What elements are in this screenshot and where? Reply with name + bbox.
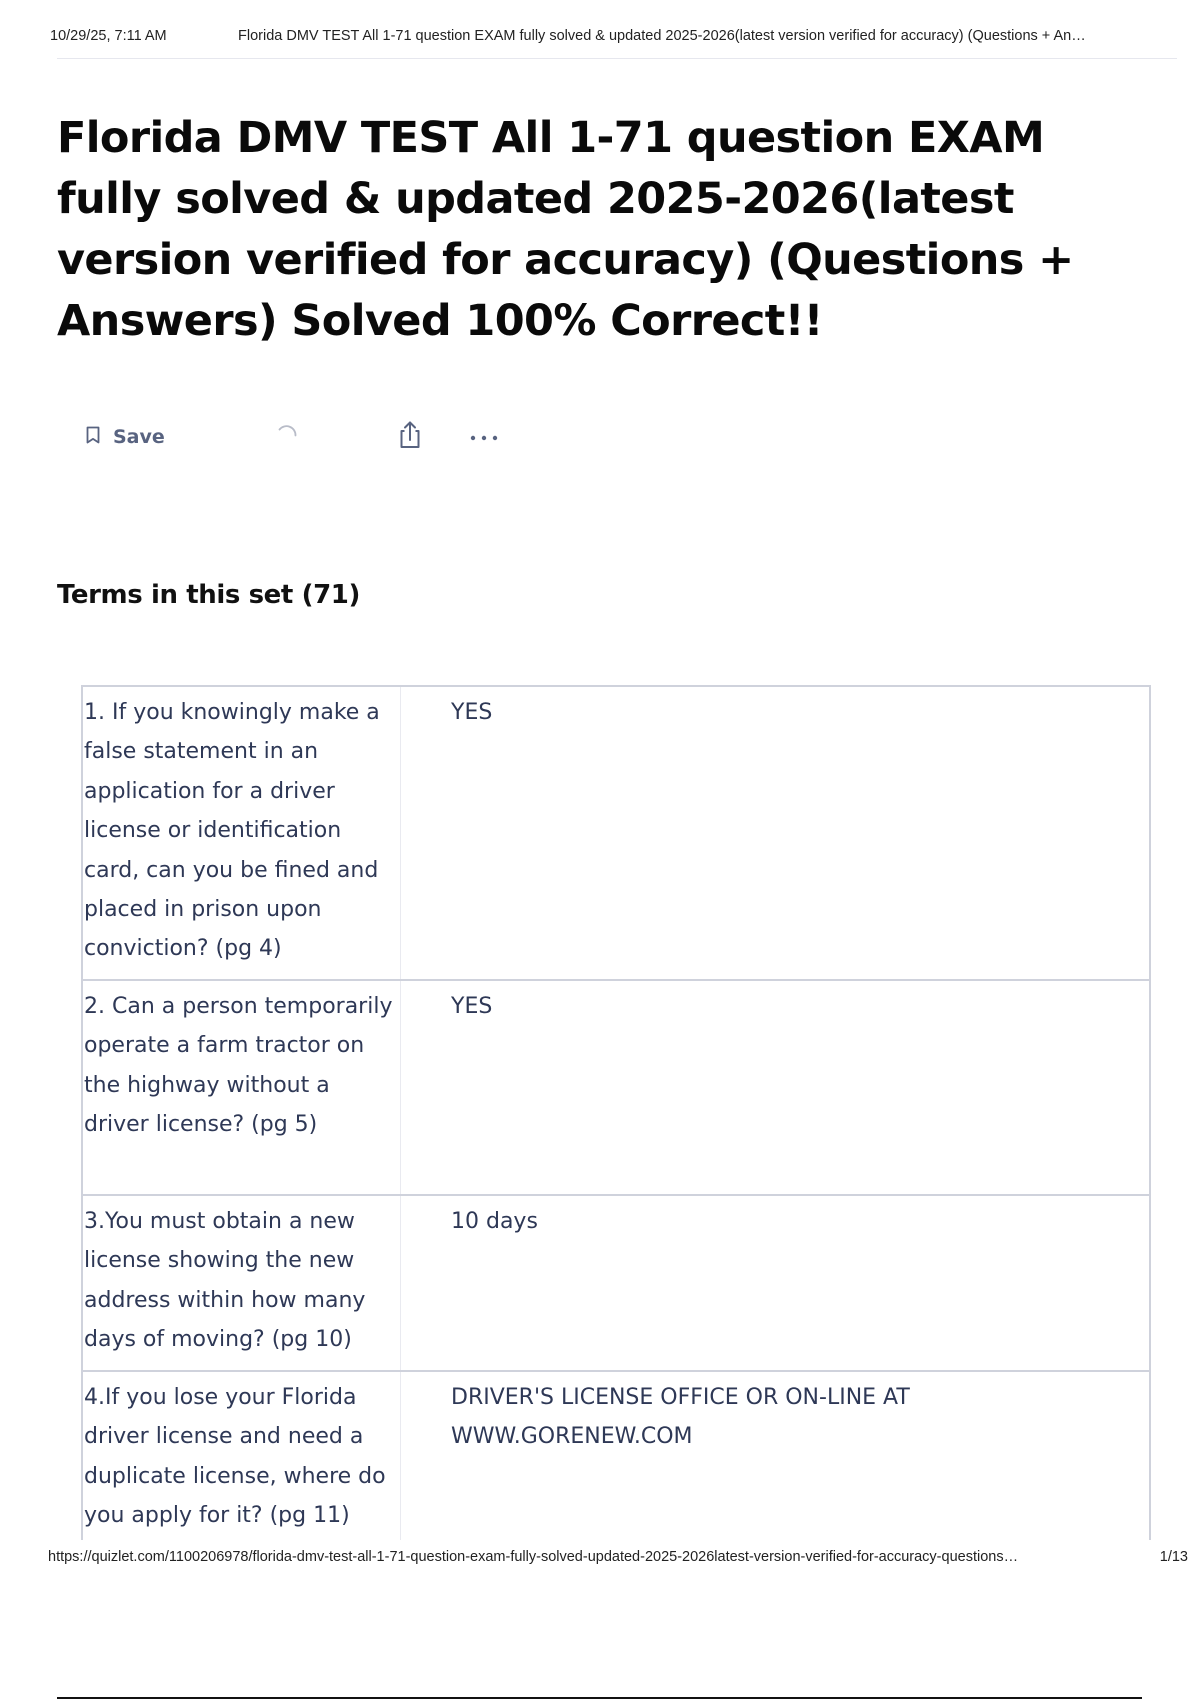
set-toolbar xyxy=(85,420,545,454)
page-bottom-divider xyxy=(57,1697,1142,1699)
term-text: 2. Can a person temporarily operate a farm tractor on the highway without a driver license? (pg 5) xyxy=(83,981,401,1194)
definition-text: YES xyxy=(451,700,493,725)
term-card[interactable] xyxy=(81,979,1151,1194)
share-icon xyxy=(395,419,425,455)
more-options-button[interactable] xyxy=(469,420,499,454)
term-card[interactable] xyxy=(81,685,1151,979)
loading-indicator xyxy=(275,420,301,454)
terms-heading: Terms in this set (71) xyxy=(57,580,360,610)
page-count: 1/13 xyxy=(1159,1549,1188,1565)
share-button[interactable] xyxy=(395,420,425,454)
more-options-icon xyxy=(469,428,499,447)
term-text: 1. If you knowingly make a false statement in an application for a driver license or identification card, can you be fined and placed in prison upon conviction? (pg 4) xyxy=(83,687,401,979)
header-divider xyxy=(57,58,1177,59)
definition-text: 10 days xyxy=(451,1209,538,1234)
print-document-title: Florida DMV TEST All 1-71 question EXAM fully solved & updated 2025-2026(latest version verified for accuracy) (Questions + An… xyxy=(238,28,1086,44)
term-text: 4.If you lose your Florida driver license and need a duplicate license, where do you apply for it? (pg 11) xyxy=(83,1372,401,1540)
print-header xyxy=(50,28,1180,50)
definition-text: DRIVER'S LICENSE OFFICE OR ON-LINE AT WWW.GORENEW.COM xyxy=(451,1385,910,1450)
print-footer xyxy=(48,1549,1188,1571)
term-card[interactable] xyxy=(81,1194,1151,1370)
term-card[interactable] xyxy=(81,1370,1151,1540)
bookmark-icon xyxy=(85,425,101,449)
terms-list xyxy=(81,685,1151,1540)
definition-text: YES xyxy=(451,994,493,1019)
save-label: Save xyxy=(113,426,165,448)
page-url: https://quizlet.com/1100206978/florida-dmv-test-all-1-71-question-exam-fully-solved-updated-2025-2026latest-version-verified-for-accuracy-questions… xyxy=(48,1549,1019,1565)
save-button[interactable] xyxy=(85,420,165,454)
loading-spinner-icon xyxy=(275,422,301,452)
term-text: 3.You must obtain a new license showing the new address within how many days of moving? (pg 10) xyxy=(83,1196,401,1370)
print-datetime: 10/29/25, 7:11 AM xyxy=(50,28,167,44)
page-title: Florida DMV TEST All 1-71 question EXAM fully solved & updated 2025-2026(latest version verified for accuracy) (Questions + Answers) Solved 100% Correct!! xyxy=(57,113,1074,346)
